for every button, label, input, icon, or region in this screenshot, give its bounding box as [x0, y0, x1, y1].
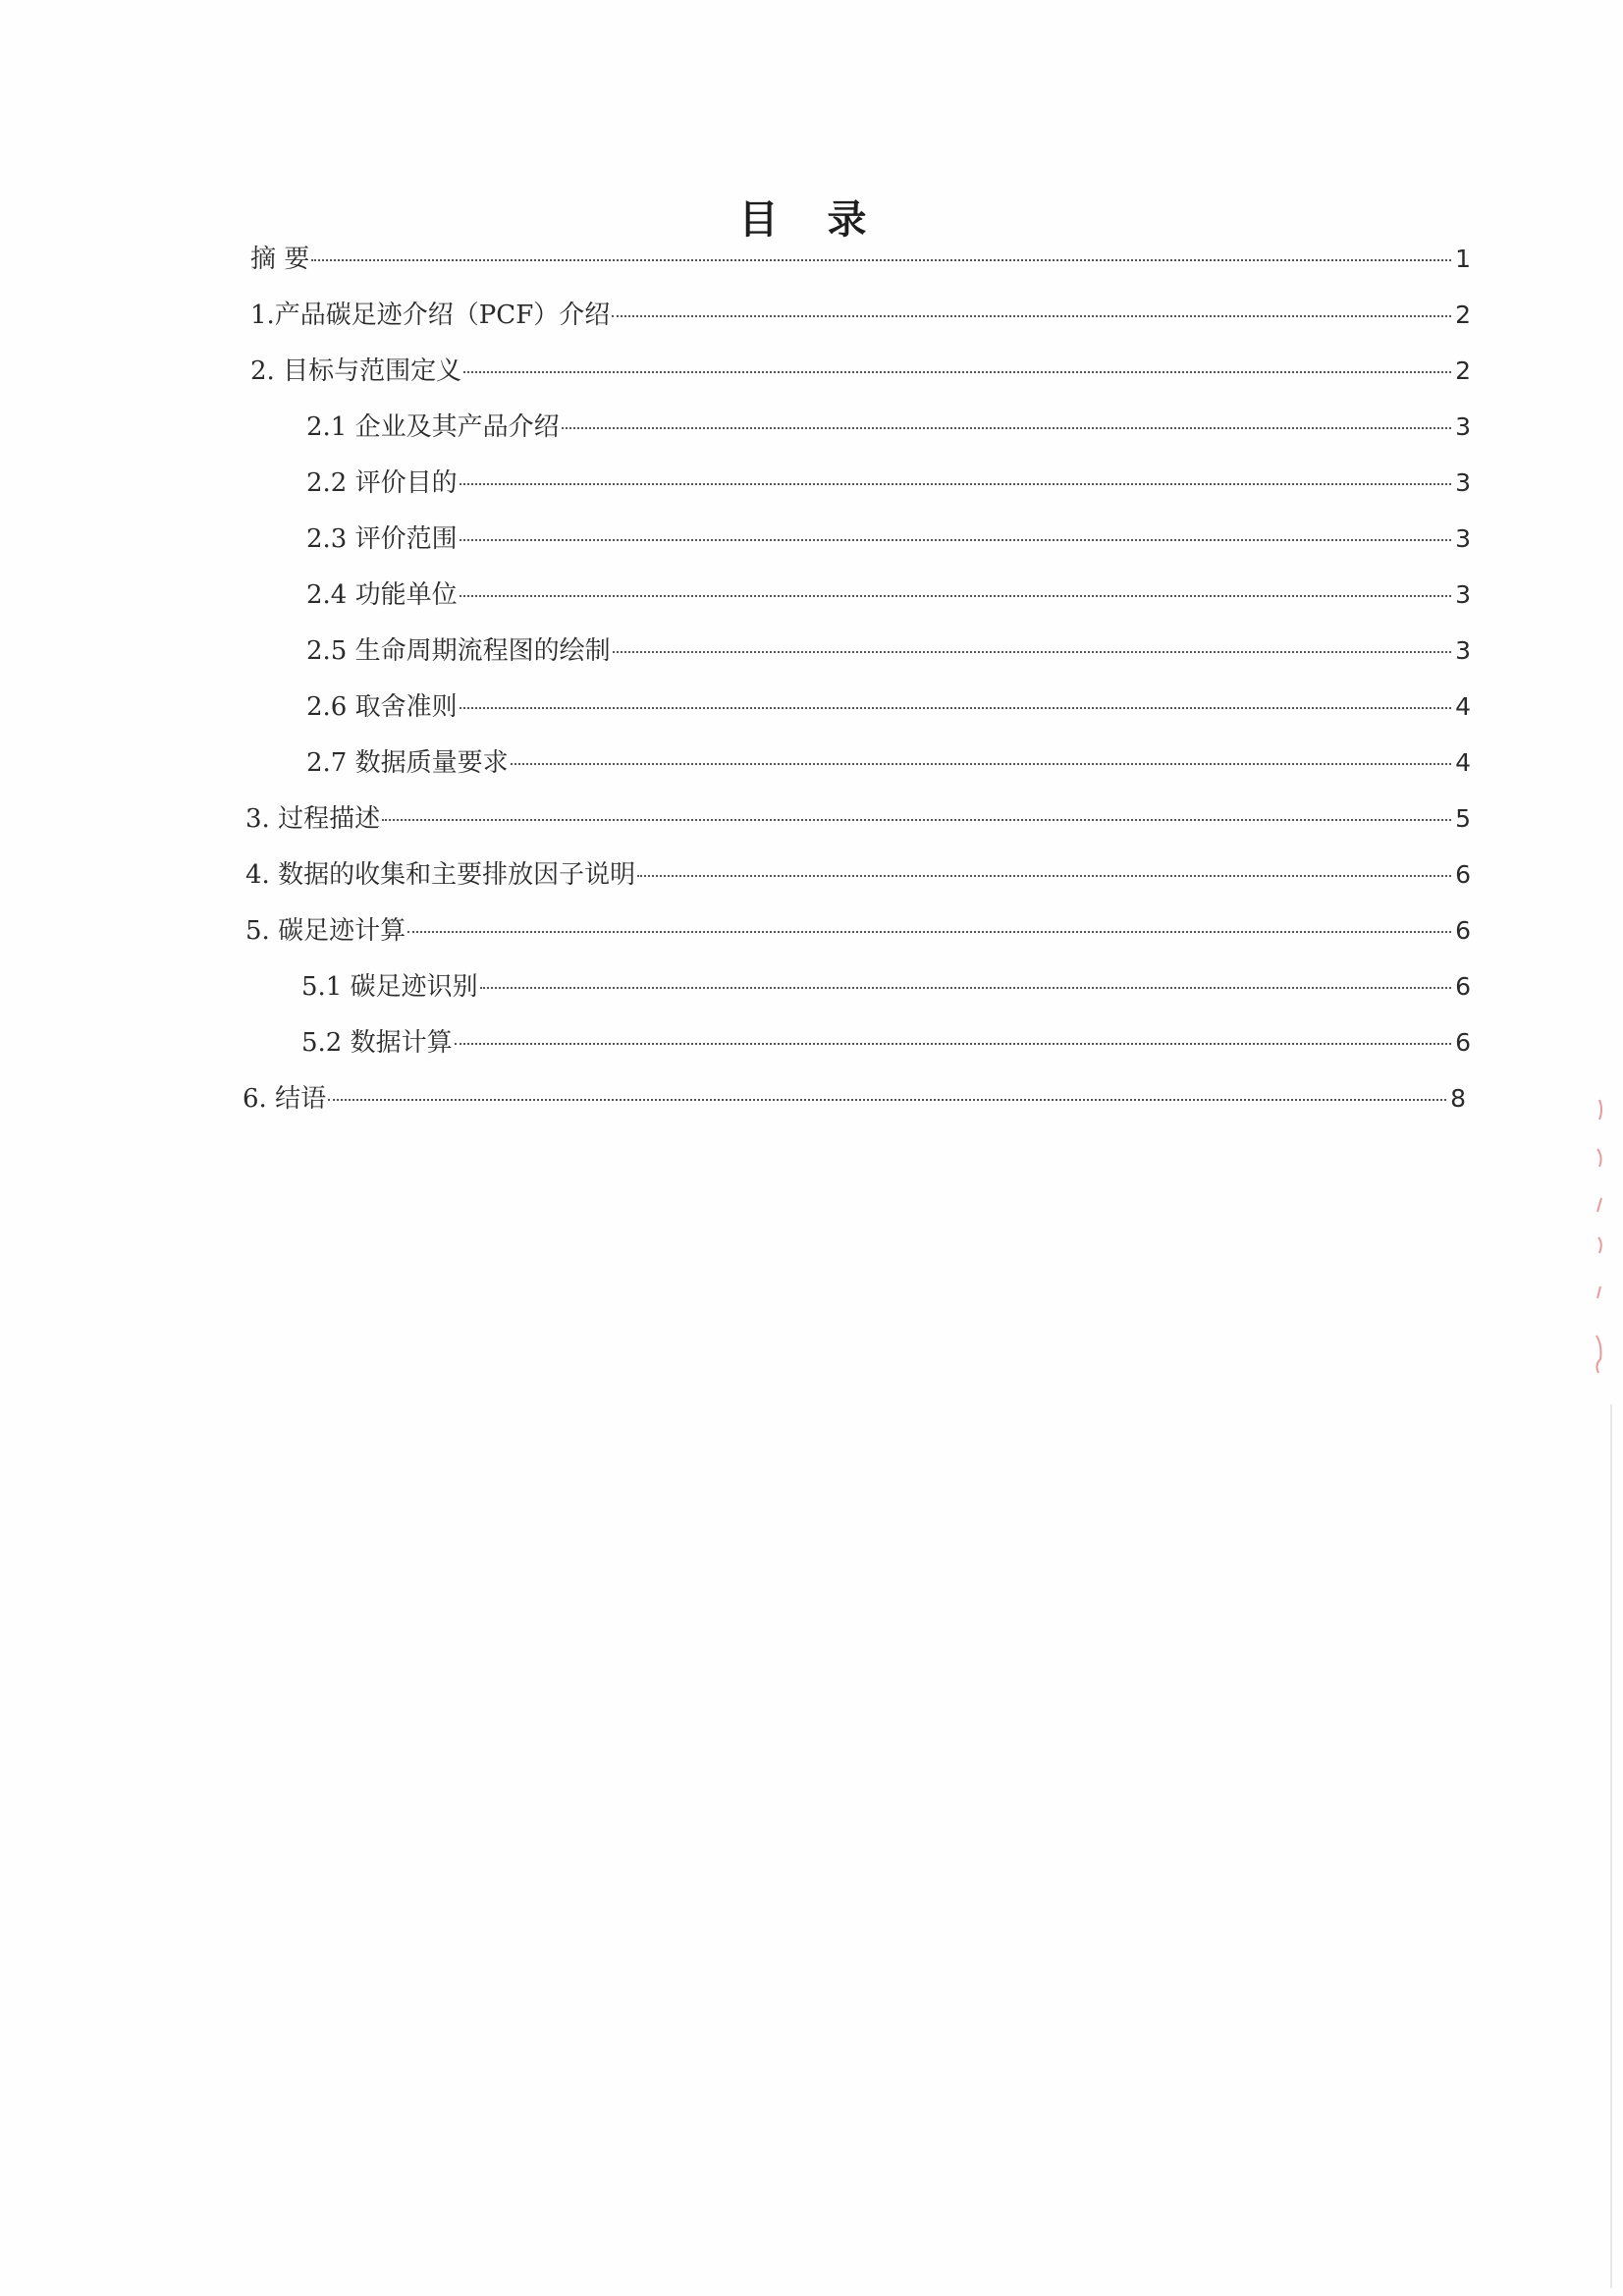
dot-leader [460, 707, 1451, 709]
toc-entry-5-1[interactable] [301, 967, 1471, 1007]
toc-entry-process-description[interactable] [245, 799, 1471, 839]
toc-entry-2-1[interactable] [306, 408, 1471, 447]
toc-entry-page-number: 8 [1450, 1084, 1466, 1113]
toc-entry-carbon-footprint-calc[interactable] [245, 911, 1471, 951]
toc-entry-page-number: 1 [1455, 245, 1471, 273]
dot-leader [311, 259, 1451, 261]
toc-entry-2-2[interactable] [306, 464, 1471, 503]
toc-entry-page-number: 3 [1455, 524, 1471, 553]
dot-leader [460, 483, 1451, 485]
dot-leader [511, 763, 1451, 765]
dot-leader [382, 819, 1451, 821]
toc-entry-2-4[interactable] [306, 575, 1471, 615]
toc-entry-page-number: 3 [1455, 468, 1471, 497]
toc-entry-conclusion[interactable] [243, 1079, 1466, 1119]
toc-entry-abstract[interactable] [250, 240, 1471, 279]
toc-entry-label: 5.1 碳足迹识别 [301, 972, 478, 1002]
toc-entry-2-6[interactable] [306, 687, 1471, 727]
toc-entry-page-number: 6 [1455, 972, 1471, 1001]
seal-stamp-edge [1591, 1090, 1612, 1385]
toc-entry-label: 2.1 企业及其产品介绍 [306, 412, 560, 442]
dot-leader [637, 875, 1451, 877]
toc-entry-page-number: 4 [1455, 692, 1471, 721]
table-of-contents [0, 240, 1623, 1143]
toc-entry-label: 2.5 生命周期流程图的绘制 [306, 636, 611, 666]
toc-entry-label: 2.4 功能单位 [306, 580, 458, 610]
toc-entry-label: 3. 过程描述 [245, 804, 381, 834]
toc-entry-page-number: 4 [1455, 748, 1471, 777]
dot-leader [463, 371, 1451, 373]
toc-entry-page-number: 3 [1455, 412, 1471, 441]
toc-entry-label: 6. 结语 [243, 1084, 327, 1114]
toc-entry-5-2[interactable] [301, 1023, 1471, 1063]
toc-entry-label: 5. 碳足迹计算 [245, 916, 406, 946]
dot-leader [480, 987, 1451, 989]
dot-leader [562, 427, 1451, 429]
toc-entry-label: 1.产品碳足迹介绍（PCF）介绍 [250, 301, 611, 330]
toc-entry-page-number: 6 [1455, 916, 1471, 945]
toc-entry-label: 2.2 评价目的 [306, 468, 458, 498]
toc-entry-data-collection[interactable] [245, 855, 1471, 895]
dot-leader [460, 539, 1451, 541]
dot-leader [613, 651, 1451, 653]
toc-entry-goal-scope[interactable] [250, 352, 1471, 391]
toc-entry-label: 4. 数据的收集和主要排放因子说明 [245, 860, 636, 890]
toc-title: 目 录 [738, 197, 885, 243]
dot-leader [612, 315, 1451, 317]
dot-leader [407, 931, 1451, 933]
toc-entry-2-5[interactable] [306, 631, 1471, 671]
toc-entry-label: 2.7 数据质量要求 [306, 748, 509, 778]
toc-entry-2-3[interactable] [306, 519, 1471, 559]
seal-stamp-icon [1590, 1090, 1611, 1385]
toc-entry-pcf-intro[interactable] [250, 296, 1471, 335]
dot-leader [328, 1099, 1446, 1101]
dot-leader [460, 595, 1451, 597]
toc-entry-label: 2. 目标与范围定义 [250, 356, 462, 386]
toc-entry-page-number: 3 [1455, 636, 1471, 665]
toc-entry-page-number: 2 [1455, 356, 1471, 385]
toc-entry-page-number: 6 [1455, 1028, 1471, 1057]
toc-entry-label: 2.6 取舍准则 [306, 692, 458, 722]
dot-leader [455, 1043, 1451, 1045]
toc-entry-label: 2.3 评价范围 [306, 524, 458, 554]
toc-entry-page-number: 5 [1455, 804, 1471, 833]
toc-entry-page-number: 6 [1455, 860, 1471, 889]
toc-entry-page-number: 2 [1455, 301, 1471, 329]
toc-entry-page-number: 3 [1455, 580, 1471, 609]
scan-edge-line [1610, 1404, 1612, 2288]
toc-entry-2-7[interactable] [306, 743, 1471, 783]
toc-entry-label: 5.2 数据计算 [301, 1028, 453, 1058]
toc-entry-label: 摘 要 [250, 245, 310, 274]
